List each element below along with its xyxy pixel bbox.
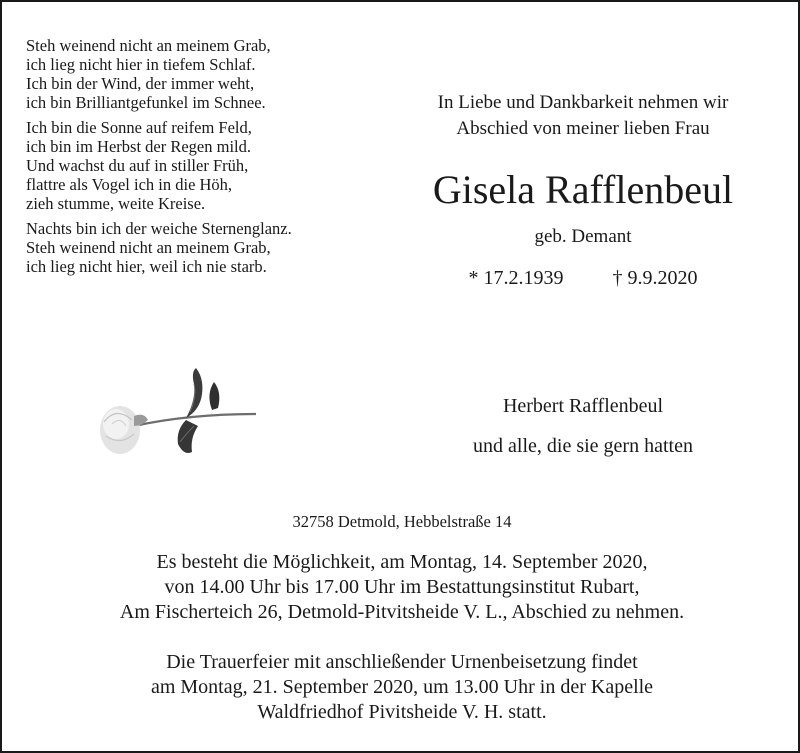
poem-stanza: [26, 118, 366, 213]
rose-icon: [94, 364, 260, 460]
mourners: [377, 386, 789, 466]
funeral-notice: [2, 650, 800, 725]
poem-line: ich lieg nicht hier, weil ich nie starb.: [26, 257, 267, 276]
poem-line: ich bin im Herbst der Regen mild.: [26, 137, 251, 156]
life-dates: [377, 264, 789, 292]
poem-line: ich lieg nicht hier in tiefem Schlaf.: [26, 55, 256, 74]
notice-line: am Montag, 21. September 2020, um 13.00 Uhr in der Kapelle: [150, 676, 654, 698]
maiden-name: geb. Demant: [534, 226, 632, 247]
poem-line: flattre als Vogel ich in die Höh,: [26, 175, 233, 194]
notice-line: Es besteht die Möglichkeit, am Montag, 14. September 2020,: [156, 551, 648, 573]
poem-line: ich bin Brilliantgefunkel im Schnee.: [26, 93, 266, 112]
poem-line: Steh weinend nicht an meinem Grab,: [26, 238, 271, 257]
deceased-name: Gisela Rafflenbeul: [432, 167, 734, 212]
poem-line: Nachts bin ich der weiche Sternenglanz.: [26, 219, 292, 238]
notice-line: von 14.00 Uhr bis 17.00 Uhr im Bestattungsinstitut Rubart,: [164, 576, 640, 598]
poem-line: Und wachst du auf in stiller Früh,: [26, 156, 249, 175]
mourner-line: Herbert Rafflenbeul: [502, 395, 664, 417]
address: 32758 Detmold, Hebbelstraße 14: [292, 512, 512, 531]
poem-line: Steh weinend nicht an meinem Grab,: [26, 36, 271, 55]
poem: [26, 36, 366, 282]
death-date: † 9.9.2020: [612, 267, 698, 289]
poem-line: zieh stumme, weite Kreise.: [26, 194, 206, 213]
poem-stanza: [26, 36, 366, 112]
intro-line: Abschied von meiner lieben Frau: [456, 118, 710, 139]
birth-date: * 17.2.1939: [468, 267, 564, 289]
poem-line: Ich bin die Sonne auf reifem Feld,: [26, 118, 252, 137]
mourner-line: und alle, die sie gern hatten: [473, 435, 693, 457]
visitation-notice: [2, 550, 800, 625]
intro-text: [377, 90, 789, 142]
notice-line: Waldfriedhof Pivitsheide V. H. statt.: [257, 701, 547, 723]
intro-line: In Liebe und Dankbarkeit nehmen wir: [437, 92, 729, 113]
poem-line: Ich bin der Wind, der immer weht,: [26, 74, 255, 93]
poem-stanza: [26, 219, 366, 276]
notice-line: Am Fischerteich 26, Detmold-Pitvitsheide V. L., Abschied zu nehmen.: [119, 601, 685, 623]
notice-line: Die Trauerfeier mit anschließender Urnenbeisetzung findet: [166, 651, 638, 673]
